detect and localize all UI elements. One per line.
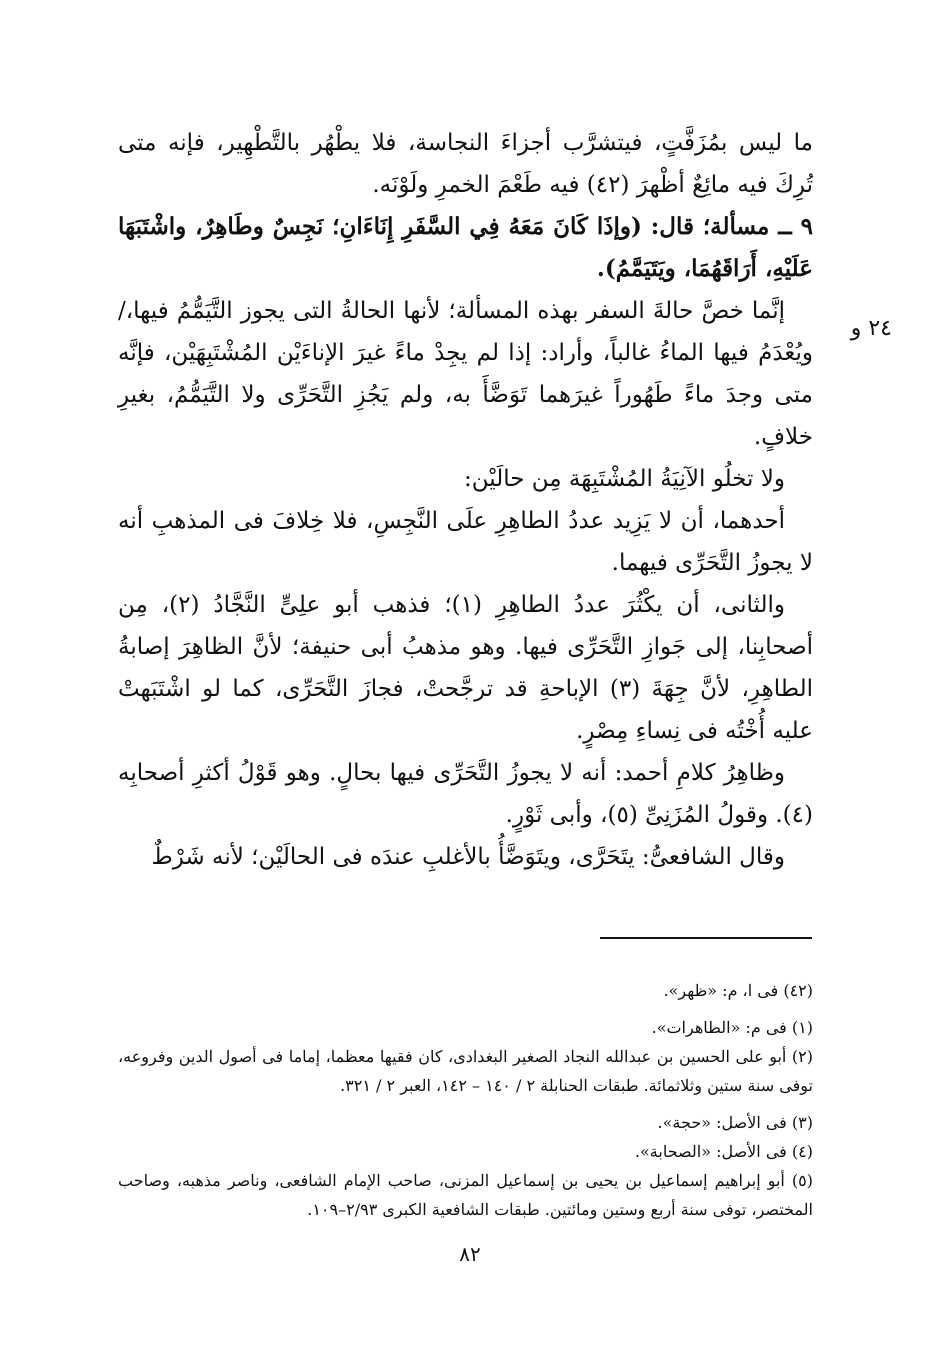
main-text <box>118 122 813 878</box>
paragraph: وظاهِرُ كلامِ أحمد: أنه لا يجوزُ التَّحَرِّى فيها بحالٍ. وهو قَوْلُ أكثرِ أصحابِه (٤). وقولُ المُزَنِىِّ (٥)، وأبى ثَوْرٍ. <box>118 760 813 828</box>
footnote: (٢) أبو على الحسين بن عبدالله النجاد الصغير البغدادى، كان فقيها معظما، إماما فى أصول الدين وفروعه، توفى سنة ستين وثلاثمائة. طبقات الحنابلة ٢ / ١٤٠ – ١٤٢، العبر ٢ / ٣٢١. <box>118 1047 813 1095</box>
footnote: (٤) فى الأصل: «الصحابة». <box>634 1142 813 1161</box>
paragraph: ما ليس بمُزَفَّتٍ، فيتشرَّب أجزاءَ النجاسة، فلا يطْهُر بالتَّطْهِير، فإنه متى تُرِكَ فيه مائِعٌ أظْهرَ (٤٢) فيه طَعْمَ الخمرِ ولَوْنَه. <box>118 130 813 198</box>
footnote: (٤٢) فى ا، م: «ظهر». <box>663 981 813 1000</box>
footnote: (٥) أبو إبراهيم إسماعيل بن يحيى بن إسماعيل المزنى، صاحب الإمام الشافعى، وناصر مذهبه، وصاحب المختصر، توفى سنة أربع وستين ومائتين. طبقات الشافعية الكبرى ٢/٩٣–١٠٩. <box>118 1171 813 1219</box>
issue-heading: ٩ ــ مسألة؛ قال: (وإذَا كَانَ مَعَهُ فِي السَّفَرِ إِنَاءَانِ؛ نَجِسٌ وطَاهِرٌ، واشْتَبَهَا عَلَيْهِ، أَرَاقَهُمَا، ويَتَيَمَّمُ). <box>118 213 813 282</box>
page-number: ٨٢ <box>459 1242 481 1266</box>
paragraph: والثانى، أن يكْثُرَ عددُ الطاهِرِ (١)؛ فذهب أبو علِىٍّ النَّجَّادُ (٢)، مِن أصحابِنا، إلى جَوازِ التَّحَرِّى فيها. وهو مذهبُ أبى حنيفة؛ لأنَّ الظاهِرَ إصابةُ الطاهِرِ، لأنَّ جِهَةَ (٣) الإباحةِ قد ترجَّحتْ، فجازَ التَّحَرِّى، كما لو اشْتَبَهتْ عليه أُخْتُه فى نِساءِ مِصْرٍ. <box>118 592 813 744</box>
paragraph: ولا تخلُو الآنِيَةُ المُشْتَبِهَة مِن حالَيْن: <box>464 466 785 492</box>
margin-folio-note: ٢٤ و <box>850 316 892 341</box>
footnote: (٣) فى الأصل: «حجة». <box>657 1113 813 1132</box>
footnote: (١) فى م: «الطاهرات». <box>651 1018 813 1037</box>
footnote-separator <box>600 937 812 939</box>
paragraph: إنَّما خصَّ حالةَ السفر بهذه المسألة؛ لأنها الحالةُ التى يجوز التَّيَمُّمُ فيها،/ ويُعْدَمُ فيها الماءُ غالباً، وأراد: إذا لم يجِدْ ماءً غيرَ الإناءَيْن المُشْتَبِهَيْن، فإنَّه متى وجدَ ماءً طَهُوراً غيرَهما تَوَضَّأَ به، ولم يَجُزِ التَّحَرِّى ولا التَّيَمُّمُ، بغيرِ خلافٍ. <box>118 298 813 450</box>
footnotes <box>118 976 813 1224</box>
paragraph: وقال الشافعىُّ: يتَحَرَّى، ويتَوَضَّأُ بالأغلبِ عندَه فى الحالَيْن؛ لأنه شَرْطٌ <box>151 844 785 870</box>
paragraph: أحدهما، أن لا يَزِيد عددُ الطاهِرِ علَى النَّجِسِ، فلا خِلافَ فى المذهبِ أنه لا يجوزُ التَّحَرِّى فيهما. <box>118 508 813 576</box>
